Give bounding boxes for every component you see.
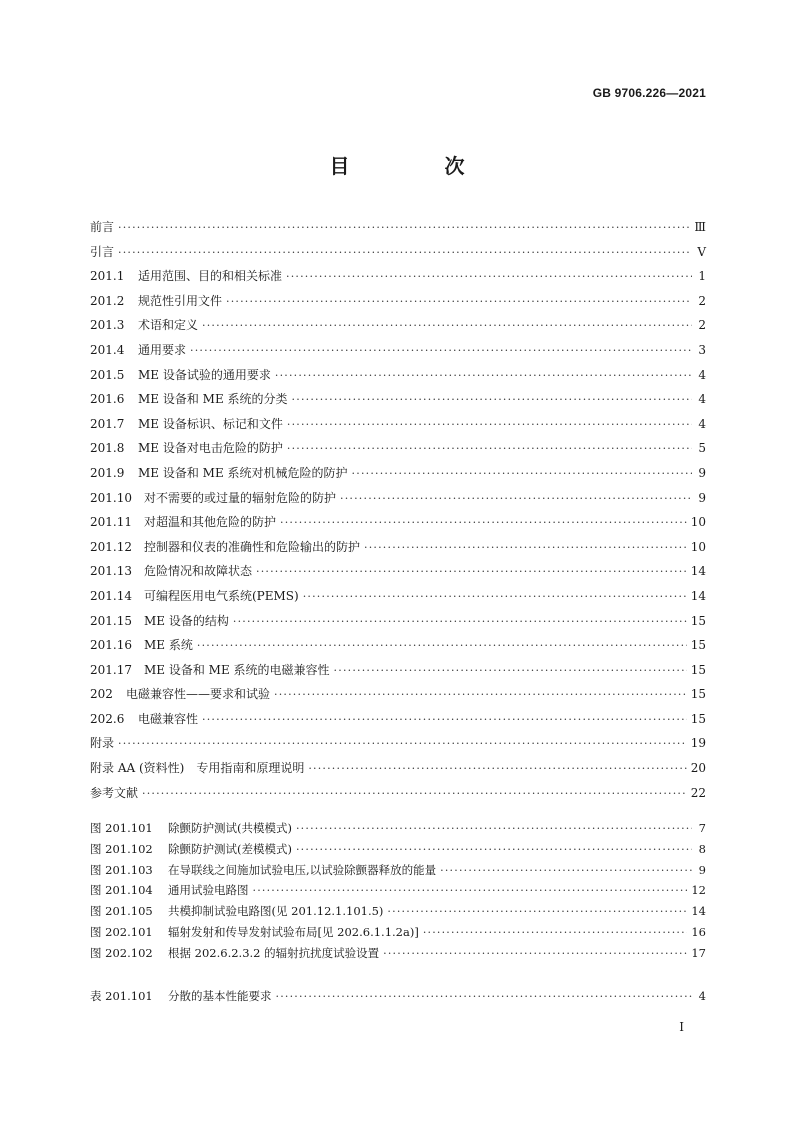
toc-entry[interactable]: [90, 292, 706, 317]
toc-entry-title: 参考文献: [90, 785, 139, 800]
toc-entry-page: 5: [698, 441, 706, 456]
toc-entry-page: 15: [690, 638, 706, 653]
toc-entry-number: 图 201.103: [90, 862, 153, 877]
dot-leader: [226, 295, 692, 308]
dot-leader: [280, 516, 687, 529]
toc-entry[interactable]: [90, 341, 706, 366]
toc-list-item[interactable]: [90, 820, 706, 841]
toc-entry-page: 17: [691, 945, 706, 960]
toc-entry-page: 15: [690, 711, 706, 726]
toc-entry-number: 图 202.102: [90, 945, 153, 960]
page-number: I: [679, 1020, 684, 1034]
dot-leader: [142, 787, 687, 800]
dot-leader: [352, 467, 692, 480]
toc-entry[interactable]: [90, 734, 706, 759]
dot-leader: [364, 541, 687, 554]
toc-entry-page: 10: [690, 539, 706, 554]
toc-list-item[interactable]: [90, 945, 706, 966]
dot-leader: [440, 864, 692, 877]
toc-entry-number: 201.11: [90, 515, 132, 530]
toc-entry-page: 4: [698, 416, 706, 431]
toc-list-item[interactable]: [90, 841, 706, 862]
toc-entry-title: ME 系统: [144, 638, 193, 653]
toc-entry-page: 14: [691, 904, 706, 919]
dot-leader: [296, 843, 692, 856]
toc-entry-number: 表 201.101: [90, 989, 153, 1003]
dot-leader: [118, 221, 690, 234]
toc-entry-title: 对超温和其他危险的防护: [144, 515, 277, 530]
toc-entry-page: 4: [698, 367, 706, 382]
toc-entry-page: 19: [690, 736, 706, 751]
dot-leader: [202, 713, 687, 726]
dot-leader: [274, 688, 687, 701]
toc-entry-title: ME 设备和 ME 系统的电磁兼容性: [144, 662, 330, 677]
toc-entry-title: 共模抑制试验电路图(见 201.12.1.101.5): [168, 904, 384, 919]
toc-entry-page: 3: [698, 342, 706, 357]
toc-figure-list: [90, 820, 706, 966]
toc-entry-page: Ⅴ: [697, 244, 706, 259]
toc-entry[interactable]: [90, 415, 706, 440]
toc-entry-title: 分散的基本性能要求: [168, 989, 272, 1003]
toc-entry[interactable]: [90, 489, 706, 514]
toc-entry-page: 20: [690, 761, 706, 776]
dot-leader: [303, 590, 687, 603]
toc-entry-page: 15: [690, 662, 706, 677]
dot-leader: [292, 393, 692, 406]
toc-entry-page: 9: [698, 490, 706, 505]
toc-entry-title: 电磁兼容性: [138, 711, 199, 726]
toc-entry-title: 前言: [90, 220, 115, 234]
toc-entry-page: Ⅲ: [694, 220, 706, 234]
dot-leader: [286, 270, 692, 283]
toc-entry-title: ME 设备对电击危险的防护: [138, 441, 283, 456]
toc-entry-page: 4: [698, 392, 706, 407]
dot-leader: [387, 905, 687, 918]
dot-leader: [118, 737, 687, 750]
dot-leader: [287, 418, 692, 431]
toc-entry-title: ME 设备标识、标记和文件: [138, 416, 283, 431]
toc-entry[interactable]: [90, 513, 706, 538]
toc-entry-title: 根据 202.6.2.3.2 的辐射抗扰度试验设置: [168, 945, 380, 960]
toc-entry-number: 201.10: [90, 490, 132, 505]
toc-entry-number: 图 201.104: [90, 883, 153, 898]
toc-entry-title: 附录 AA (资料性) 专用指南和原理说明: [90, 761, 305, 776]
toc-entry[interactable]: [90, 759, 706, 784]
toc-entry[interactable]: [90, 612, 706, 637]
toc-entry-title: 除颤防护测试(差模模式): [168, 841, 292, 856]
toc-entry[interactable]: [90, 685, 706, 710]
dot-leader: [256, 565, 687, 578]
toc-entry-page: 2: [698, 293, 706, 308]
toc-entry[interactable]: [90, 218, 706, 243]
toc-entry[interactable]: [90, 661, 706, 686]
toc-entry-title: 适用范围、目的和相关标准: [138, 269, 283, 284]
toc-list-item[interactable]: [90, 924, 706, 945]
toc-entry-number: 202.6: [90, 711, 125, 726]
toc-entry[interactable]: [90, 464, 706, 489]
dot-leader: [275, 369, 692, 382]
dot-leader: [334, 664, 687, 677]
dot-leader: [287, 442, 692, 455]
toc-entry-number: 201.15: [90, 613, 132, 628]
toc-entry-title: 对不需要的或过量的辐射危险的防护: [144, 490, 337, 505]
toc-entry-page: 22: [690, 785, 706, 800]
toc-entry-number: 201.1: [90, 269, 125, 284]
toc-entry[interactable]: [90, 784, 706, 809]
toc-entry-page: 8: [698, 841, 706, 856]
toc-entry-page: 4: [698, 989, 706, 1003]
dot-leader: [233, 615, 687, 628]
toc-entry-title: ME 设备的结构: [144, 613, 229, 628]
toc-entry-page: 14: [690, 588, 706, 603]
dot-leader: [197, 639, 687, 652]
standard-code: GB 9706.226—2021: [592, 86, 706, 100]
toc-entry-page: 2: [698, 318, 706, 333]
toc-entry-number: 图 201.102: [90, 841, 153, 856]
toc-entry-page: 14: [690, 564, 706, 579]
toc-entry-page: 7: [698, 821, 706, 835]
toc-entry-number: 202: [90, 687, 113, 702]
toc-entry-page: 16: [691, 924, 706, 939]
toc-entry[interactable]: [90, 710, 706, 735]
toc-table-list: [90, 988, 706, 1009]
toc-entry-number: 201.12: [90, 539, 132, 554]
toc-entry-number: 201.14: [90, 588, 132, 603]
toc-entry-title: 电磁兼容性——要求和试验: [126, 687, 271, 702]
toc-entry-title: 规范性引用文件: [138, 293, 223, 308]
toc-entry[interactable]: [90, 366, 706, 391]
dot-leader: [118, 246, 692, 259]
toc-entry-number: 图 201.105: [90, 904, 153, 919]
toc-list-item[interactable]: [90, 988, 706, 1009]
dot-leader: [276, 990, 693, 1003]
toc-entry-number: 图 201.101: [90, 821, 153, 835]
toc-entry-number: 201.7: [90, 416, 125, 431]
toc-entry-page: 9: [698, 862, 706, 877]
toc-list-item[interactable]: [90, 862, 706, 883]
toc-entry-page: 9: [698, 465, 706, 480]
toc-entry-title: ME 设备试验的通用要求: [138, 367, 271, 382]
toc-list-item[interactable]: [90, 882, 706, 903]
toc-entry[interactable]: [90, 267, 706, 292]
toc-entry[interactable]: [90, 243, 706, 268]
toc-entry-page: 15: [690, 613, 706, 628]
toc-entry-title: 辐射发射和传导发射试验布局[见 202.6.1.1.2a)]: [168, 924, 419, 939]
toc-entry-number: 201.16: [90, 638, 132, 653]
toc-entry-number: 201.13: [90, 564, 132, 579]
toc-entry-number: 201.4: [90, 342, 125, 357]
toc-entry-page: 1: [698, 269, 706, 284]
toc-entry-title: ME 设备和 ME 系统对机械危险的防护: [138, 465, 348, 480]
toc-entry-page: 15: [690, 687, 706, 702]
toc-entry[interactable]: [90, 538, 706, 563]
toc-entry[interactable]: [90, 562, 706, 587]
toc-entry[interactable]: [90, 390, 706, 415]
toc-entry[interactable]: [90, 587, 706, 612]
page-title: 目 次: [329, 154, 509, 178]
toc-entry-number: 201.5: [90, 367, 125, 382]
toc-main-list: [90, 218, 706, 808]
toc-list-item[interactable]: [90, 903, 706, 924]
toc-entry[interactable]: [90, 636, 706, 661]
dot-leader: [383, 947, 687, 960]
toc-entry-number: 201.17: [90, 662, 132, 677]
toc-entry-number: 201.6: [90, 392, 125, 407]
dot-leader: [190, 344, 692, 357]
toc-entry-title: 在导联线之间施加试验电压,以试验除颤器释放的能量: [168, 862, 437, 877]
dot-leader: [423, 926, 688, 939]
toc-entry-title: ME 设备和 ME 系统的分类: [138, 392, 288, 407]
dot-leader: [340, 492, 692, 505]
toc-entry-number: 201.2: [90, 293, 125, 308]
toc-entry-number: 图 202.101: [90, 924, 153, 939]
toc-entry-page: 12: [691, 883, 706, 898]
toc-entry-number: 201.8: [90, 441, 125, 456]
dot-leader: [202, 319, 692, 332]
dot-leader: [253, 884, 688, 897]
toc-entry-title: 可编程医用电气系统(PEMS): [144, 588, 299, 603]
toc-entry-page: 10: [690, 515, 706, 530]
toc-entry-title: 危险情况和故障状态: [144, 564, 253, 579]
toc-entry-title: 除颤防护测试(共模模式): [168, 821, 292, 835]
toc-entry[interactable]: [90, 439, 706, 464]
toc-entry-title: 术语和定义: [138, 318, 199, 333]
toc-entry-number: 201.9: [90, 465, 125, 480]
toc-entry-title: 引言: [90, 244, 115, 259]
dot-leader: [308, 762, 686, 775]
dot-leader: [296, 822, 692, 835]
toc-entry-title: 附录: [90, 736, 115, 751]
toc-entry-number: 201.3: [90, 318, 125, 333]
toc-entry[interactable]: [90, 316, 706, 341]
toc-entry-title: 通用要求: [138, 342, 187, 357]
toc-entry-title: 控制器和仪表的准确性和危险输出的防护: [144, 539, 361, 554]
toc-entry-title: 通用试验电路图: [168, 883, 249, 898]
